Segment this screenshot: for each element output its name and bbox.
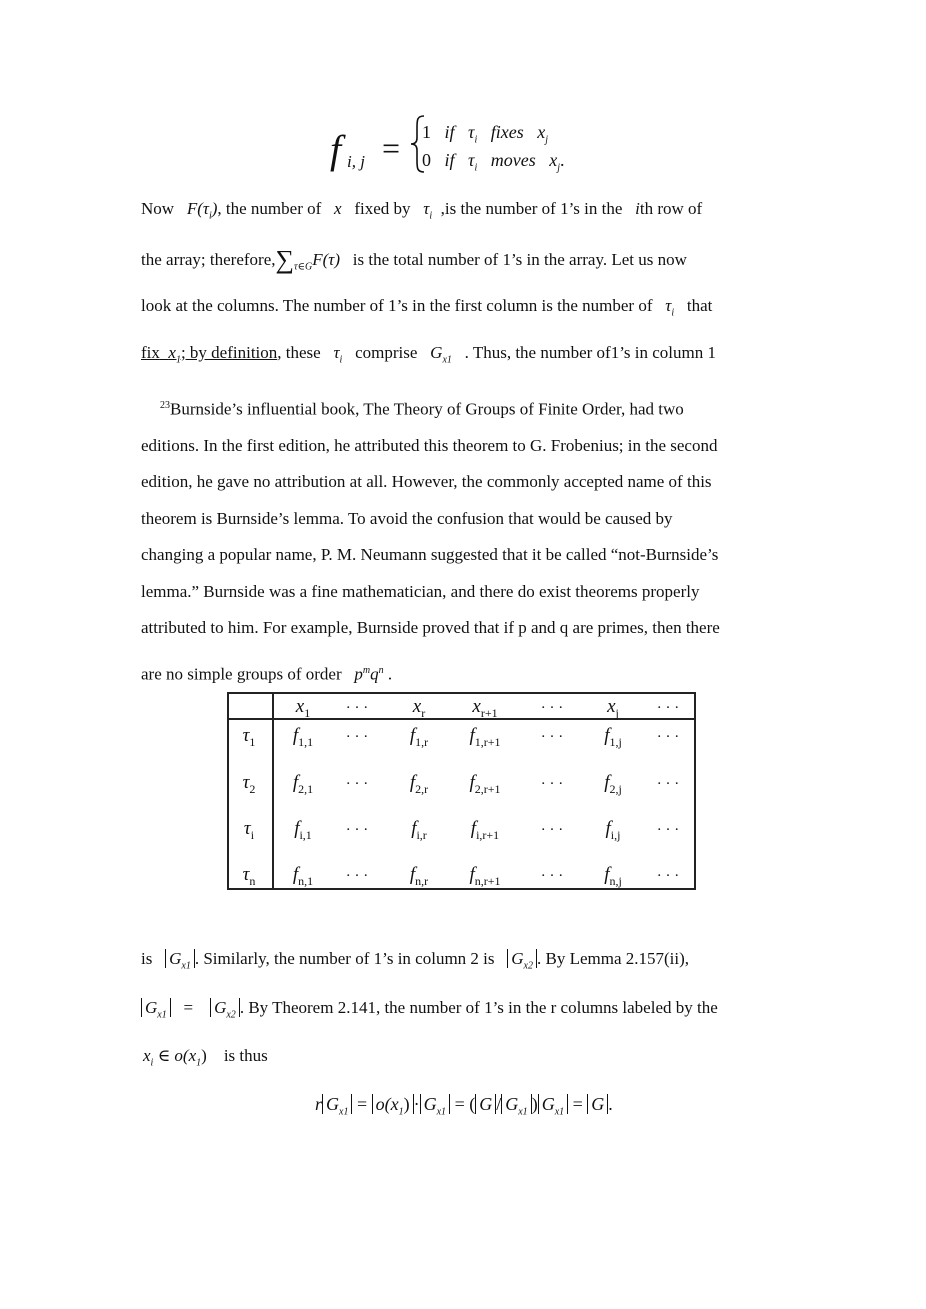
table-row-label: $\tau_i$ xyxy=(243,818,255,842)
table-cell: $f_{n,r}$ xyxy=(409,864,429,888)
table-cell: $f_{i,1}$ xyxy=(294,818,312,842)
table-cell: $f_{2,1}$ xyxy=(292,772,314,796)
footnote-line: edition, he gave no attribution at all. However, the commonly accepted name of this xyxy=(141,472,712,492)
table-row-divider xyxy=(272,694,274,888)
table-cell: $f_{2,r+1}$ xyxy=(469,772,501,796)
footnote-line: changing a popular name, P. M. Neumann suggested that it be called “not-Burnside’s xyxy=(141,545,719,565)
table-cell: · · · xyxy=(656,822,680,838)
table-cell: $f_{2,j}$ xyxy=(604,772,622,796)
table-cell: $f_{2,r}$ xyxy=(409,772,429,796)
footnote-line: editions. In the first edition, he attributed this theorem to G. Frobenius; in the second xyxy=(141,436,718,456)
f-matrix-table xyxy=(227,692,696,890)
table-cell: · · · xyxy=(656,776,680,792)
table-cell: · · · xyxy=(345,776,369,792)
footnote-line: attributed to him. For example, Burnside proved that if p and q are primes, then there xyxy=(141,618,720,638)
table-row-label: $\tau_2$ xyxy=(242,772,256,796)
case-moves: 0 if $\tau_i$ moves $x_j$. xyxy=(422,150,565,174)
footnote-line: theorem is Burnside’s lemma. To avoid the confusion that would be caused by xyxy=(141,508,673,528)
paragraph1-line3: look at the columns. The number of 1’s in the first column is the number of $\tau_i$ that xyxy=(141,296,713,319)
paragraph2-line2: $G_{x1}$ = $G_{x2}$ . By Theorem 2.141, the number of 1’s in the r columns labeled by the xyxy=(141,998,718,1020)
table-cell: $f_{i,r}$ xyxy=(411,818,427,842)
footnote-line: are no simple groups of order $p^mq^n$ . xyxy=(141,664,393,684)
table-cell: · · · xyxy=(540,729,564,745)
equals-sign: = xyxy=(382,130,401,166)
table-header-cell: · · · xyxy=(345,700,369,716)
table-header-cell: $x_r$ xyxy=(412,696,426,720)
case-fixes: 1 if $\tau_i$ fixes $x_j$ xyxy=(422,122,549,146)
f-symbol: f xyxy=(330,127,342,172)
table-cell: $f_{1,r}$ xyxy=(409,725,429,749)
table-cell: $f_{1,r+1}$ xyxy=(469,725,501,749)
table-cell: · · · xyxy=(345,868,369,884)
table-header-cell: $x_1$ xyxy=(295,696,311,720)
table-row-label: $\tau_1$ xyxy=(242,725,256,749)
final-equation: r $G_{x1} = o(x_1) \cdot G_{x1}$ = ( G / $G_{x1}$ ) $G_{x1} = G$ . xyxy=(315,1094,613,1118)
footnote-line: $^{23}$Burnside’s influential book, The Theory of Groups of Finite Order, had two xyxy=(160,399,684,419)
f-subscript: i, j xyxy=(347,152,365,171)
table-cell: $f_{i,j}$ xyxy=(605,818,621,842)
table-cell: · · · xyxy=(540,822,564,838)
table-header-cell: · · · xyxy=(656,700,680,716)
table-cell: $f_{n,1}$ xyxy=(292,864,314,888)
table-header-cell: · · · xyxy=(540,700,564,716)
table-cell: $f_{1,1}$ xyxy=(292,725,314,749)
table-cell: · · · xyxy=(540,776,564,792)
table-header-cell: $x_{r+1}$ xyxy=(472,696,498,720)
paragraph1-line4: fix $x_1$; by definition, these $\tau_i$ comprise $G_{x1}$ . Thus, the number of1’s in column 1 xyxy=(141,343,716,366)
table-cell: · · · xyxy=(345,729,369,745)
paragraph1-line1: Now $F(\tau_i)$, the number of x fixed by $\tau_i$ ,is the number of 1’s in the ith row of xyxy=(141,199,703,222)
footnote-line: lemma.” Burnside was a fine mathematician, and there do exist theorems properly xyxy=(141,581,700,601)
footnote xyxy=(141,388,720,693)
table-cell: · · · xyxy=(656,729,680,745)
paragraph1-line2: the array; $therefore,\sum_{\tau\in G}F(\tau)$ is the total number of 1’s in the array. Let us now xyxy=(141,245,687,274)
paragraph2-line3: $x_i$ ∈ $o(x_1)$ is thus xyxy=(143,1046,268,1069)
table-header-cell: $x_j$ xyxy=(607,696,619,720)
table-cell: · · · xyxy=(540,868,564,884)
table-cell: · · · xyxy=(656,868,680,884)
table-cell: $f_{i,r+1}$ xyxy=(470,818,500,842)
table-cell: $f_{n,j}$ xyxy=(604,864,622,888)
table-cell: $f_{n,r+1}$ xyxy=(469,864,501,888)
table-row-label: $\tau_n$ xyxy=(242,864,256,888)
table-cell: · · · xyxy=(345,822,369,838)
paragraph2-line1: is $G_{x1}$ . Similarly, the number of 1’s in column 2 is $G_{x2}$ . By Lemma 2.157(ii), xyxy=(141,949,690,972)
definition-formula xyxy=(330,112,610,182)
table-cell: $f_{1,j}$ xyxy=(604,725,622,749)
